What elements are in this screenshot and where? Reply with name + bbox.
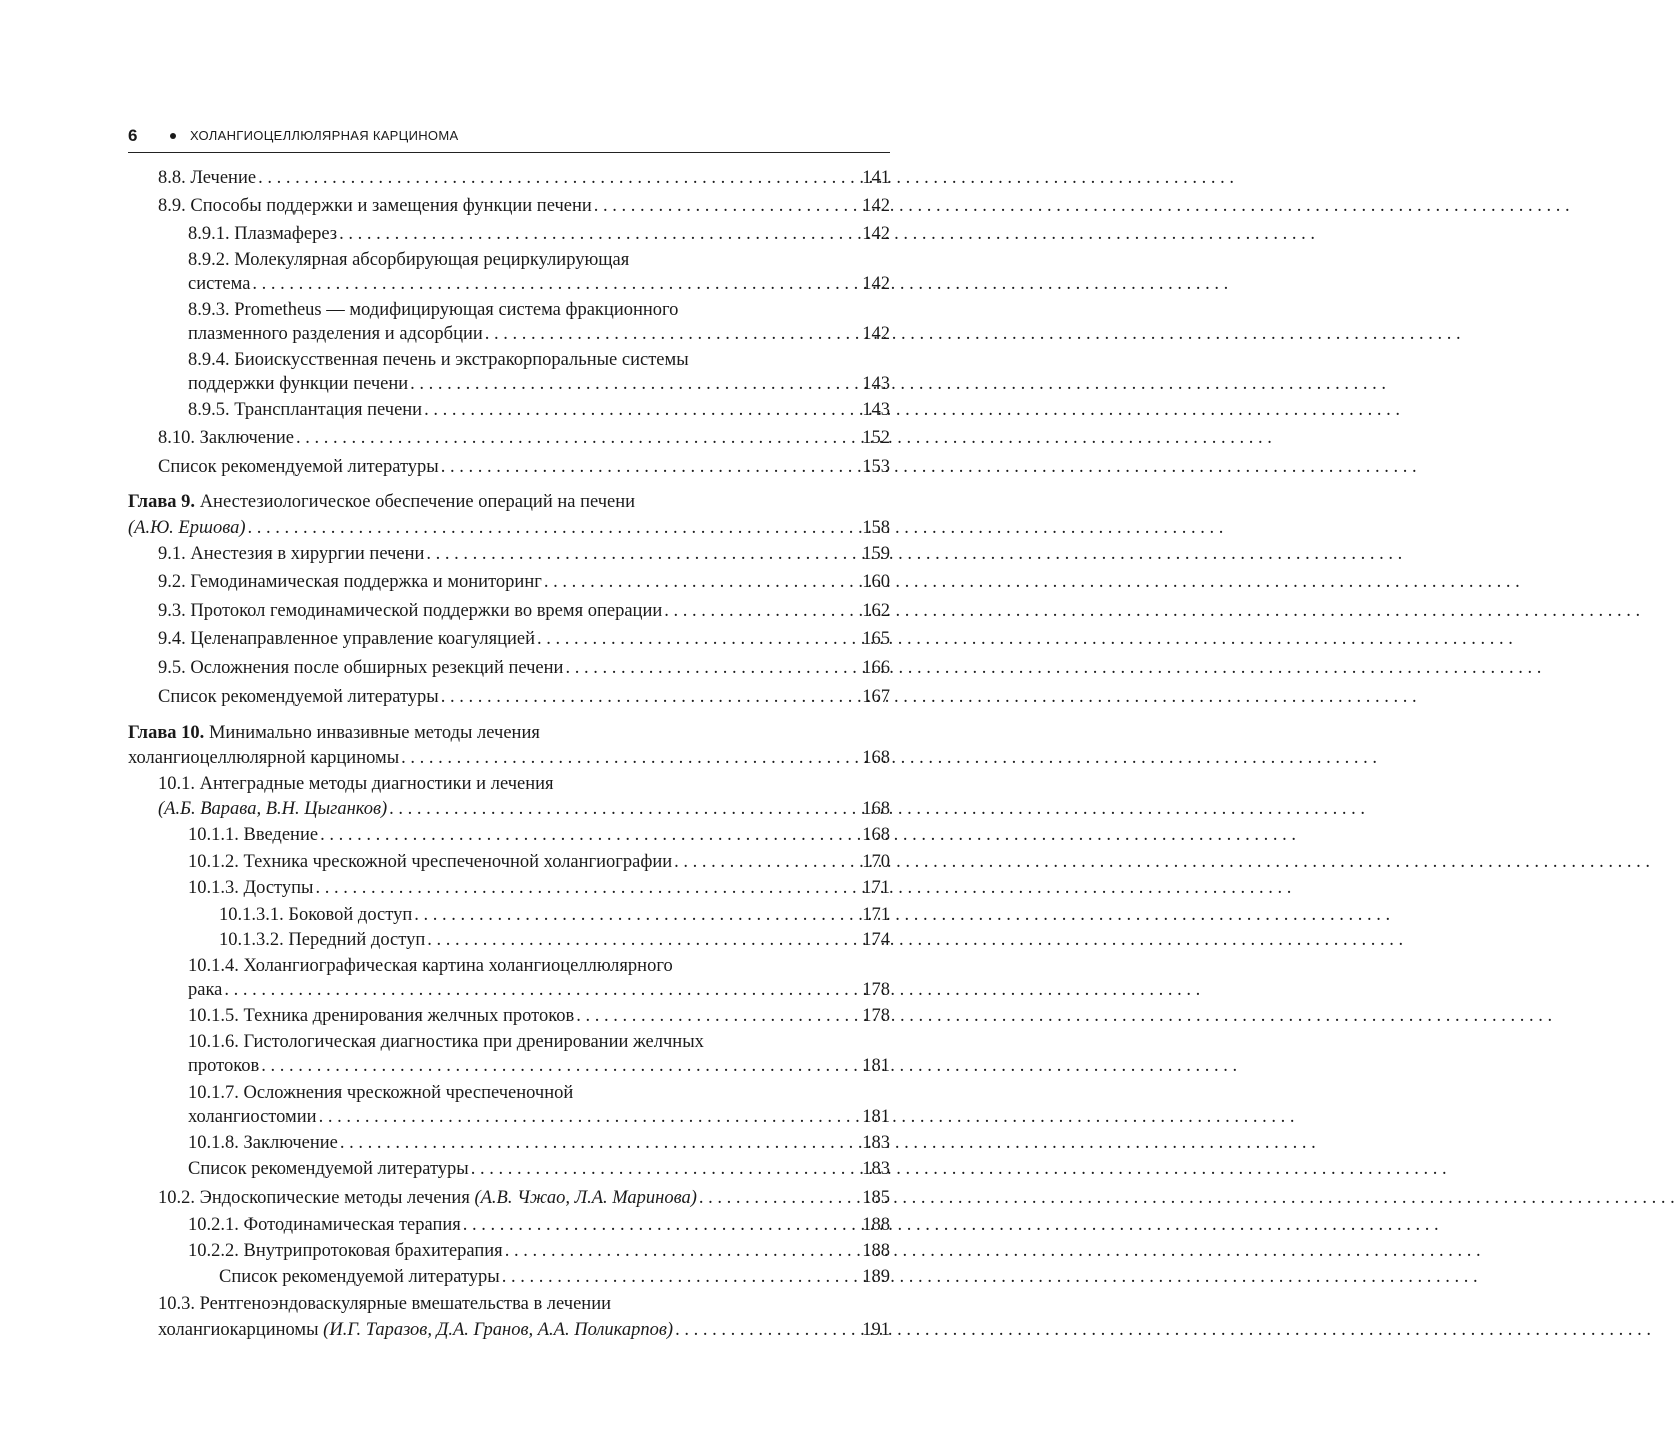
dot-leader (594, 194, 860, 218)
toc-entry-text: 9.4. Целенаправленное управление коагуляцией (158, 629, 536, 649)
dot-leader (664, 599, 860, 623)
toc-entry-continuation (128, 516, 890, 540)
toc-page-number: 141 (862, 168, 890, 188)
toc-entry-text: 8.9. Способы поддержки и замещения функции печени (158, 196, 592, 216)
toc-entry-text: холангиоцеллюлярной карциномы (128, 748, 400, 768)
toc-page-number: 143 (862, 374, 890, 394)
toc-page-number: 162 (862, 601, 890, 621)
toc-entry (188, 348, 689, 372)
toc-entry-text: 10.1.3.1. Боковой доступ (219, 905, 413, 925)
toc-entry-text: холангиостомии (188, 1107, 317, 1127)
toc-page-number: 178 (862, 980, 890, 1000)
toc-entry-text: протоков (188, 1056, 260, 1076)
toc-entry-title (188, 298, 678, 322)
toc-entry (219, 928, 890, 952)
toc-page-number: 165 (862, 629, 890, 649)
toc-entry-text: 8.9.4. Биоискусственная печень и экстракорпоральные системы (188, 350, 689, 370)
toc-entry-title (158, 797, 387, 821)
dot-leader (441, 455, 861, 479)
toc-entry (158, 542, 890, 566)
toc-entry (188, 954, 673, 978)
toc-entry (219, 903, 890, 927)
toc-entry-text: система (188, 274, 251, 294)
toc-entry (128, 490, 635, 514)
dot-leader (319, 1105, 861, 1129)
toc-page-number: 159 (862, 544, 890, 564)
toc-entry-authors: (А.Ю. Ершова) (128, 518, 246, 538)
toc-entry (188, 1030, 704, 1054)
toc-entry-title (188, 1081, 573, 1105)
toc-page-number: 142 (862, 274, 890, 294)
toc-entry-title (188, 1054, 259, 1078)
toc-entry-title (158, 1186, 697, 1210)
toc-entry (158, 685, 890, 709)
dot-leader (401, 746, 860, 770)
toc-entry (188, 1157, 890, 1181)
toc-entry-authors: (И.Г. Таразов, Д.А. Гранов, А.А. Поликарпов) (323, 1320, 674, 1340)
toc-entry (158, 455, 890, 479)
toc-entry-text: 10.2.1. Фотодинамическая терапия (188, 1215, 461, 1235)
toc-entry-text: 9.1. Анестезия в хирургии печени (158, 544, 425, 564)
toc-entry-text: 10.3. Рентгеноэндоваскулярные вмешательства в лечении (158, 1294, 611, 1314)
dot-leader (675, 1318, 860, 1342)
toc-entry-text: 8.9.2. Молекулярная абсорбирующая рециркулирующая (188, 250, 630, 270)
toc-entry (158, 599, 890, 623)
toc-entry (158, 166, 890, 190)
toc-page-number: 185 (862, 1188, 890, 1208)
toc-page-number: 160 (862, 572, 890, 592)
toc-entry-text: 10.1.3.2. Передний доступ (219, 930, 426, 950)
toc-entry (188, 1131, 890, 1155)
toc-entry-title (188, 1239, 503, 1263)
toc-entry-title (188, 1105, 317, 1129)
toc-page-number: 166 (862, 658, 890, 678)
toc-entry (188, 222, 890, 246)
toc-page-number: 188 (862, 1215, 890, 1235)
toc-entry (158, 627, 890, 651)
dot-leader (485, 322, 860, 346)
toc-entry (158, 570, 890, 594)
toc-entry (188, 1213, 890, 1237)
dot-leader (565, 656, 860, 680)
toc-entry-continuation (158, 797, 890, 821)
dot-leader (389, 797, 860, 821)
toc-page-number: 171 (862, 905, 890, 925)
page-number: 6 (128, 126, 138, 145)
dot-leader (414, 903, 860, 927)
toc-entry-title (158, 166, 256, 190)
toc-entry-authors: (А.Б. Варава, В.Н. Цыганков) (158, 799, 388, 819)
toc-entry-text: 9.5. Осложнения после обширных резекций печени (158, 658, 564, 678)
toc-entry-title (158, 685, 439, 709)
toc-entry-continuation (188, 1054, 890, 1078)
toc-entry (188, 876, 890, 900)
toc-entry-text: холангиокарциномы (158, 1320, 319, 1340)
toc-entry-continuation (128, 746, 890, 770)
toc-entry-continuation (188, 322, 890, 346)
dot-leader (261, 1054, 860, 1078)
toc-entry-title (128, 490, 635, 514)
dot-leader (248, 516, 861, 540)
dot-leader (258, 166, 860, 190)
toc-page-number: 168 (862, 799, 890, 819)
toc-entry-title (158, 599, 662, 623)
toc-entry (188, 823, 890, 847)
toc-entry-title (219, 903, 412, 927)
toc-page-number: 181 (862, 1107, 890, 1127)
toc-entry-title (188, 348, 689, 372)
toc-entry-title (158, 455, 439, 479)
toc-page-number: 188 (862, 1241, 890, 1261)
running-title: ХОЛАНГИОЦЕЛЛЮЛЯРНАЯ КАРЦИНОМА (190, 128, 459, 143)
toc-page-number: 191 (862, 1320, 890, 1340)
toc-entry-title (158, 1292, 611, 1316)
toc-entry (188, 398, 890, 422)
toc-page-number: 183 (862, 1133, 890, 1153)
toc-page-number: 158 (862, 518, 890, 538)
toc-entry (158, 194, 890, 218)
toc-entry-title (188, 850, 672, 874)
toc-entry-text: 10.1. Антеградные методы диагностики и лечения (158, 774, 554, 794)
toc-entry-text: Список рекомендуемой литературы (158, 687, 439, 707)
dot-leader (544, 570, 860, 594)
toc-entry-title (219, 928, 425, 952)
toc-entry-text: Список рекомендуемой литературы (219, 1267, 500, 1287)
dot-leader (410, 372, 860, 396)
dot-leader (505, 1239, 861, 1263)
toc-entry-text: 8.9.1. Плазмаферез (188, 224, 338, 244)
toc-entry-text: 10.1.8. Заключение (188, 1133, 338, 1153)
toc-entry-title (188, 322, 483, 346)
toc-entry-title (188, 954, 673, 978)
toc-entry-text: рака (188, 980, 223, 1000)
toc-page-number: 142 (862, 224, 890, 244)
toc-entry (158, 1186, 890, 1210)
toc-page-number: 143 (862, 400, 890, 420)
toc-page-number: 181 (862, 1056, 890, 1076)
toc-entry-title (128, 516, 246, 540)
toc-entry-text: Список рекомендуемой литературы (188, 1159, 469, 1179)
toc-page-number: 168 (862, 825, 890, 845)
toc-entry-text: 10.2. Эндоскопические методы лечения (158, 1188, 470, 1208)
toc-page-number: 178 (862, 1006, 890, 1026)
dot-leader (426, 542, 860, 566)
toc-entry-text: 8.8. Лечение (158, 168, 257, 188)
dot-leader (320, 823, 860, 847)
toc-page-number: 183 (862, 1159, 890, 1179)
toc-entry-title (158, 1318, 673, 1342)
toc-entry-title (158, 542, 424, 566)
toc-page-number: 152 (862, 428, 890, 448)
toc-page-number: 167 (862, 687, 890, 707)
toc-entry-text: плазменного разделения и адсорбции (188, 324, 483, 344)
toc-entry-title (188, 1213, 461, 1237)
toc-entry-text: 8.10. Заключение (158, 428, 294, 448)
toc-entry (188, 298, 678, 322)
toc-entry-title (188, 1030, 704, 1054)
toc-entry-title (188, 1131, 338, 1155)
toc-entry-title (188, 978, 222, 1002)
toc-entry-title (158, 656, 563, 680)
toc-entry-continuation (188, 272, 890, 296)
toc-entry (188, 248, 629, 272)
dot-leader (340, 1131, 860, 1155)
toc-page-number: 170 (862, 852, 890, 872)
toc-entry-text: 10.1.4. Холангиографическая картина холангиоцеллюлярного (188, 956, 673, 976)
toc-entry-text: Анестезиологическое обеспечение операций на печени (199, 492, 636, 512)
toc-page-number: 174 (862, 930, 890, 950)
toc-entry-text: Список рекомендуемой литературы (158, 457, 439, 477)
dot-leader (699, 1186, 860, 1210)
toc-entry (158, 1292, 611, 1316)
toc-entry-title (188, 222, 337, 246)
toc-entry (158, 772, 554, 796)
toc-entry-continuation (188, 1105, 890, 1129)
toc-entry-title (188, 372, 408, 396)
toc-page-number: 153 (862, 457, 890, 477)
toc-entry-text: 8.9.5. Трансплантация печени (188, 400, 423, 420)
dot-leader (315, 876, 860, 900)
toc-entry-text: 8.9.3. Prometheus — модифицирующая система фракционного (188, 300, 679, 320)
toc-entry-title (188, 248, 629, 272)
toc-entry-title (158, 772, 554, 796)
toc-entry (158, 426, 890, 450)
toc-entry (188, 1004, 890, 1028)
toc-entry-title (128, 721, 540, 745)
toc-entry-text: 10.1.7. Осложнения чрескожной чреспеченочной (188, 1083, 574, 1103)
toc-page-number: 171 (862, 878, 890, 898)
toc-entry-title (188, 398, 422, 422)
dot-leader (427, 928, 860, 952)
toc-entry-continuation (188, 372, 890, 396)
toc-entry-title (188, 1004, 574, 1028)
dot-leader (296, 426, 860, 450)
toc-page-number: 142 (862, 324, 890, 344)
toc-entry-authors: (А.В. Чжао, Л.А. Маринова) (474, 1188, 697, 1208)
bullet-separator (170, 133, 176, 139)
toc-entry-title (188, 272, 250, 296)
dot-leader (252, 272, 860, 296)
toc-entry (188, 850, 890, 874)
toc-entry-text: 9.2. Гемодинамическая поддержка и мониторинг (158, 572, 542, 592)
toc-entry-text: Минимально инвазивные методы лечения (208, 723, 540, 743)
toc-entry-text: 10.1.2. Техника чрескожной чреспеченочной холангиографии (188, 852, 673, 872)
toc-entry-title (219, 1265, 500, 1289)
dot-leader (424, 398, 860, 422)
dot-leader (576, 1004, 860, 1028)
chapter-label: Глава 10. (128, 723, 205, 743)
toc-entry-title (188, 876, 313, 900)
toc-entry-text: 10.1.1. Введение (188, 825, 319, 845)
toc-entry-title (128, 746, 399, 770)
toc-entry (188, 1239, 890, 1263)
toc-entry (158, 656, 890, 680)
toc-entry-text: поддержки функции печени (188, 374, 409, 394)
chapter-label: Глава 9. (128, 492, 196, 512)
toc-entry-title (158, 426, 294, 450)
dot-leader (502, 1265, 861, 1289)
toc-entry-text: 10.1.5. Техника дренирования желчных протоков (188, 1006, 575, 1026)
dot-leader (339, 222, 860, 246)
toc-entry-continuation (158, 1318, 890, 1342)
toc-entry-title (158, 570, 542, 594)
toc-entry-text: 9.3. Протокол гемодинамической поддержки во время операции (158, 601, 663, 621)
dot-leader (463, 1213, 860, 1237)
dot-leader (224, 978, 860, 1002)
dot-leader (441, 685, 861, 709)
toc-entry (219, 1265, 890, 1289)
running-header (128, 126, 890, 153)
toc-entry-title (188, 1157, 469, 1181)
toc-entry (128, 721, 540, 745)
toc-entry-title (158, 627, 535, 651)
toc-entry (188, 1081, 573, 1105)
toc-page-number: 142 (862, 196, 890, 216)
toc-page-number: 189 (862, 1267, 890, 1287)
toc-entry-text: 10.1.6. Гистологическая диагностика при дренировании желчных (188, 1032, 704, 1052)
toc-entry-title (158, 194, 592, 218)
toc-entry-text: 10.1.3. Доступы (188, 878, 314, 898)
dot-leader (471, 1157, 861, 1181)
dot-leader (674, 850, 860, 874)
dot-leader (537, 627, 860, 651)
toc-entry-continuation (188, 978, 890, 1002)
toc-entry-title (188, 823, 318, 847)
toc-entry-text: 10.2.2. Внутрипротоковая брахитерапия (188, 1241, 503, 1261)
toc-page-number: 168 (862, 748, 890, 768)
